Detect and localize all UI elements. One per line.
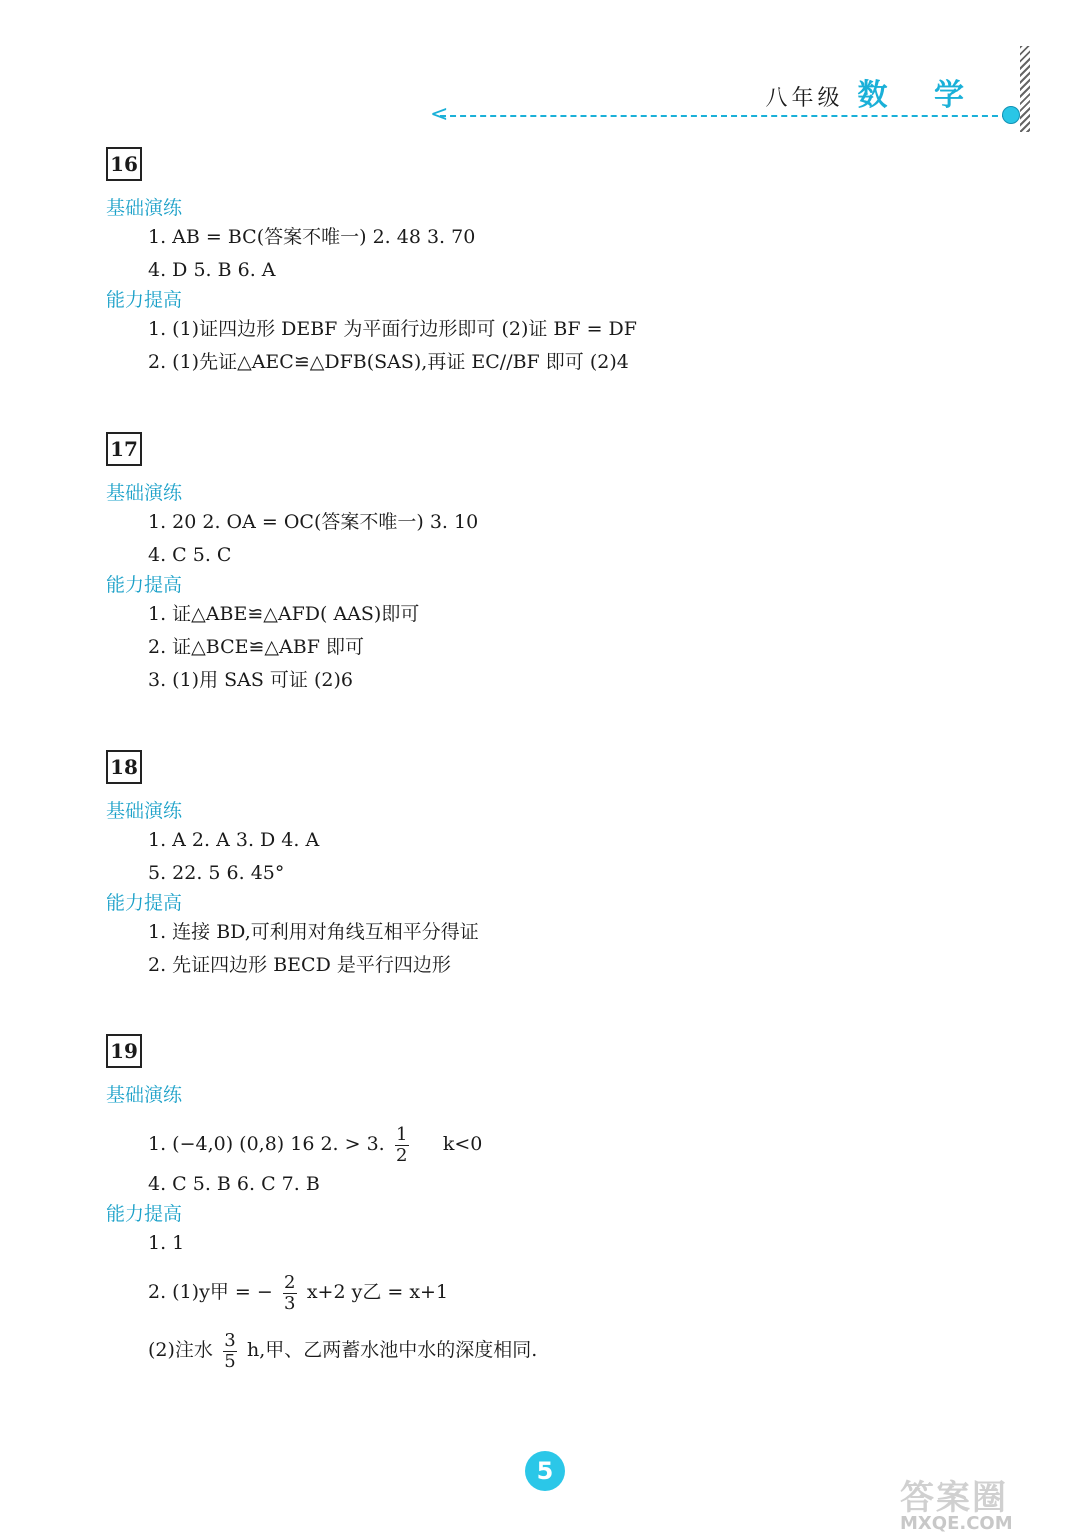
basic-practice-heading: 基础演练 [106,482,183,504]
answer-line: 4. D 5. B 6. A [148,259,276,281]
page-number: 5 [525,1451,565,1491]
answer-line [148,1268,1006,1316]
watermark-title: 答案圈 [900,1478,1008,1518]
ability-heading: 能力提高 [106,1203,183,1225]
answer-text: k<0 [442,1133,483,1155]
page-header [766,70,982,114]
answer-line [148,1326,1006,1374]
header-dashed-line [440,115,1008,117]
fraction-denominator: 2 [396,1144,408,1166]
basic-practice-heading: 基础演练 [106,1084,183,1106]
answer-section-16 [106,147,1006,379]
answer-line: 1. A 2. A 3. D 4. A [148,829,320,851]
watermark-url: MXQE.COM [900,1513,1013,1534]
fraction-numerator: 1 [396,1123,408,1145]
answer-line: 2. 证△BCE≌△ABF 即可 [148,636,364,658]
basic-practice-heading: 基础演练 [106,800,183,822]
watermark-logo [900,1470,1084,1534]
answer-line: 1. (1)证四边形 DEBF 为平面行边形即可 (2)证 BF = DF [148,318,637,340]
answer-line: 4. C 5. B 6. C 7. B [148,1173,320,1195]
arrow-left-icon: < [430,102,449,127]
answer-line: 1. 20 2. OA = OC(答案不唯一) 3. 10 [148,511,479,533]
answer-line: 1. 连接 BD,可利用对角线互相平分得证 [148,921,479,943]
fraction [283,1273,297,1314]
ability-heading: 能力提高 [106,289,183,311]
answer-line: 5. 22. 5 6. 45° [148,862,285,884]
ability-heading: 能力提高 [106,574,183,596]
section-number: 17 [106,432,142,466]
subject-label: 数 学 [857,78,982,113]
answer-text: h,甲、乙两蓄水池中水的深度相同. [247,1339,538,1361]
header-dot-icon [1002,106,1020,124]
answer-text: 1. (−4,0) (0,8) 16 2. > 3. [148,1133,385,1155]
grade-label: 八年级 [765,86,844,111]
answer-line [148,1120,1006,1168]
answer-section-17 [106,432,1006,697]
answer-line: 2. 先证四边形 BECD 是平行四边形 [148,954,451,976]
fraction [223,1331,237,1372]
side-stripe-decoration [1020,46,1030,132]
answer-section-19 [106,1034,1006,1374]
fraction-denominator: 5 [224,1350,236,1372]
answer-line: 1. 证△ABE≌△AFD( AAS)即可 [148,603,420,625]
ability-heading: 能力提高 [106,892,183,914]
answer-line: 3. (1)用 SAS 可证 (2)6 [148,669,353,691]
section-number: 16 [106,147,142,181]
answer-text: (2)注水 [148,1339,213,1361]
answer-section-18 [106,750,1006,982]
fraction [395,1125,409,1166]
answer-text: x+2 y乙 = x+1 [306,1281,449,1303]
answer-line: 2. (1)先证△AEC≌△DFB(SAS),再证 EC//BF 即可 (2)4 [148,351,629,373]
fraction-numerator: 2 [284,1271,296,1293]
answer-text: 2. (1)y甲 = − [148,1281,273,1303]
answer-line: 4. C 5. C [148,544,232,566]
answer-line: 1. 1 [148,1232,185,1254]
fraction-numerator: 3 [224,1329,236,1351]
basic-practice-heading: 基础演练 [106,197,183,219]
answer-line: 1. AB = BC(答案不唯一) 2. 48 3. 70 [148,226,476,248]
section-number: 18 [106,750,142,784]
fraction-denominator: 3 [284,1292,296,1314]
section-number: 19 [106,1034,142,1068]
